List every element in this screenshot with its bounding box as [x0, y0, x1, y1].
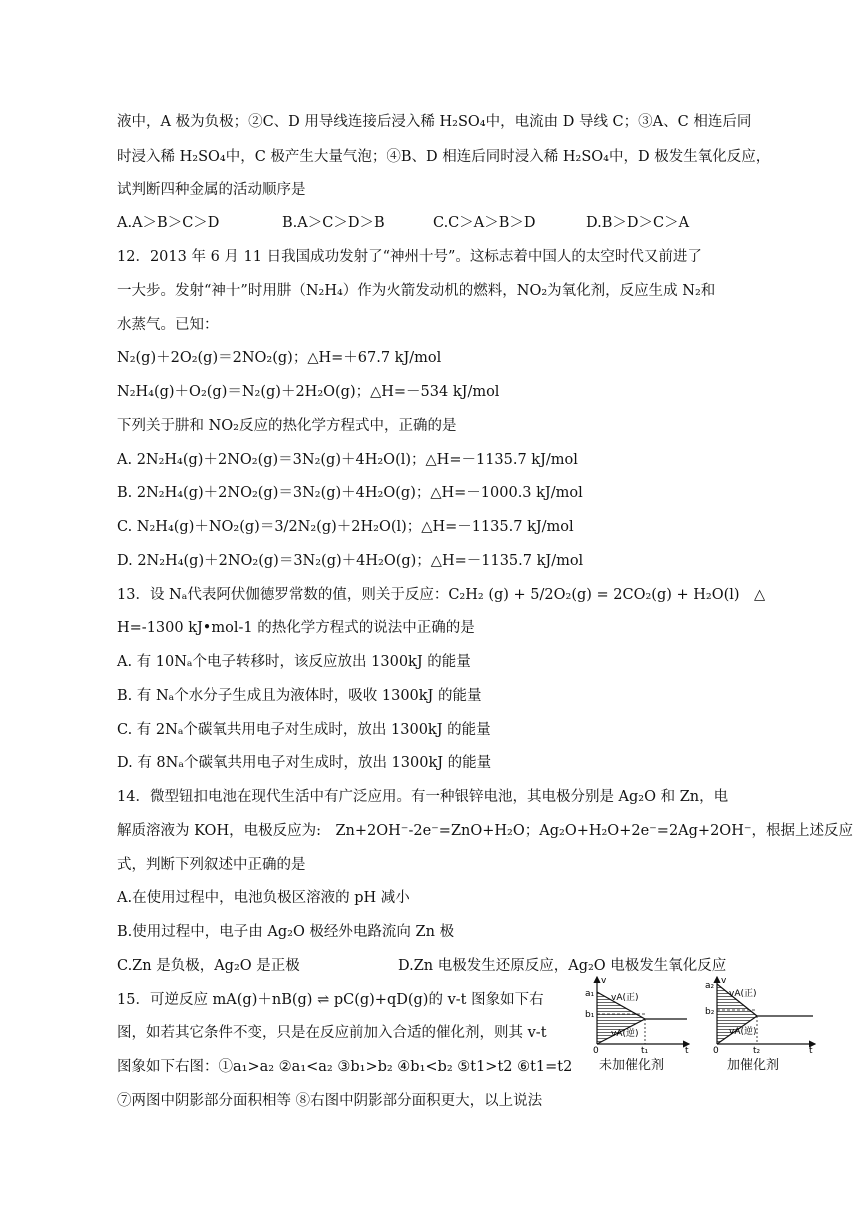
origin-label: 0: [713, 1046, 719, 1054]
q12-option-d: D. 2N₂H₄(g)＋2NO₂(g)＝3N₂(g)＋4H₂O(g)；△H=－1135.7 kJ/mol: [117, 553, 584, 569]
forward-label: vA(正): [611, 993, 639, 1003]
t-label: t₁: [641, 1046, 649, 1054]
caption-catalyst: 加催化剂: [727, 1058, 780, 1073]
q12-equation-2: N₂H₄(g)＋O₂(g)＝N₂(g)＋2H₂O(g)；△H=－534 kJ/mol: [117, 384, 500, 400]
q14-line3: 式，判断下列叙述中正确的是: [117, 857, 306, 873]
q12-line3: 水蒸气。已知：: [117, 317, 219, 333]
q12-stem: 下列关于肼和 NO₂反应的热化学方程式中，正确的是: [117, 418, 457, 434]
q14-option-d: D.Zn 电极发生还原反应，Ag₂O 电极发生氧化反应: [398, 958, 727, 974]
q11-option-b: B.A＞C＞D＞B: [282, 215, 385, 231]
vt-graph-no-catalyst: [585, 974, 695, 1054]
q11-line1: 液中，A 极为负极；②C、D 用导线连接后浸入稀 H₂SO₄中，电流由 D 导线 C；③A、C 相连后同: [117, 114, 752, 130]
reverse-label: vA(逆): [729, 1027, 757, 1037]
vt-graph-catalyst: [705, 974, 820, 1054]
forward-label: vA(正): [729, 989, 757, 999]
q11-line2: 时浸入稀 H₂SO₄中，C 极产生大量气泡；④B、D 相连后同时浸入稀 H₂SO₄中，D 极发生氧化反应，: [117, 149, 771, 165]
a-label: a₂: [705, 981, 715, 991]
q15-line1: 15．可逆反应 mA(g)＋nB(g) ⇌ pC(g)+qD(g)的 v-t 图象如下右: [117, 992, 544, 1008]
q14-option-c: C.Zn 是负极，Ag₂O 是正极: [117, 958, 300, 974]
q12-line1: 12．2013 年 6 月 11 日我国成功发射了“神州十号”。这标志着中国人的太空时代又前进了: [117, 249, 702, 265]
q15-line2: 图，如若其它条件不变，只是在反应前加入合适的催化剂，则其 v-t: [117, 1025, 547, 1041]
x-axis-label: t: [809, 1046, 813, 1054]
q13-line2: H=-1300 kJ•mol-1 的热化学方程式的说法中正确的是: [117, 620, 475, 636]
q12-line2: 一大步。发射“神十”时用肼（N₂H₄）作为火箭发动机的燃料，NO₂为氧化剂，反应生成 N₂和: [117, 283, 716, 299]
a-label: a₁: [585, 989, 595, 999]
q14-option-b: B.使用过程中，电子由 Ag₂O 极经外电路流向 Zn 极: [117, 924, 455, 940]
q14-line2: 解质溶液为 KOH，电极反应为: Zn+2OH⁻-2e⁻=ZnO+H₂O；Ag₂O+H₂O+2e⁻=2Ag+2OH⁻，根据上述反应: [117, 823, 853, 839]
reverse-label: vA(逆): [611, 1029, 639, 1039]
q11-option-c: C.C＞A＞B＞D: [433, 215, 536, 231]
q12-option-c: C. N₂H₄(g)＋NO₂(g)＝3/2N₂(g)＋2H₂O(l)；△H=－1135.7 kJ/mol: [117, 519, 574, 535]
y-axis-label: v: [721, 976, 727, 986]
q12-option-b: B. 2N₂H₄(g)＋2NO₂(g)＝3N₂(g)＋4H₂O(g)；△H=－1000.3 kJ/mol: [117, 485, 583, 501]
caption-no-catalyst: 未加催化剂: [599, 1058, 665, 1073]
q13-line1: 13．设 Nₐ代表阿伏伽德罗常数的值，则关于反应：C₂H₂ (g) + 5/2O₂(g) = 2CO₂(g) + H₂O(l) △: [117, 587, 766, 603]
q11-line3: 试判断四种金属的活动顺序是: [117, 182, 306, 198]
q11-option-a: A.A＞B＞C＞D: [117, 215, 220, 231]
q15-line3: 图象如下右图：①a₁>a₂ ②a₁<a₂ ③b₁>b₂ ④b₁<b₂ ⑤t1>t2 ⑥t1=t2: [117, 1059, 573, 1075]
q14-line1: 14．微型钮扣电池在现代生活中有广泛应用。有一种银锌电池，其电极分别是 Ag₂O 和 Zn，电: [117, 789, 729, 805]
b-label: b₂: [705, 1007, 715, 1017]
vt-graphs: [585, 974, 825, 1073]
q13-option-c: C. 有 2Nₐ个碳氧共用电子对生成时，放出 1300kJ 的能量: [117, 722, 491, 738]
q14-option-a: A.在使用过程中，电池负极区溶液的 pH 减小: [117, 890, 410, 906]
q15-line4: ⑦两图中阴影部分面积相等 ⑧右图中阴影部分面积更大，以上说法: [117, 1093, 543, 1109]
x-axis-label: t: [685, 1046, 689, 1054]
q12-option-a: A. 2N₂H₄(g)＋2NO₂(g)＝3N₂(g)＋4H₂O(l)；△H=－1135.7 kJ/mol: [117, 452, 578, 468]
q13-option-d: D. 有 8Nₐ个碳氧共用电子对生成时，放出 1300kJ 的能量: [117, 755, 492, 771]
b-label: b₁: [585, 1010, 595, 1020]
q12-equation-1: N₂(g)＋2O₂(g)＝2NO₂(g)；△H=＋67.7 kJ/mol: [117, 350, 442, 366]
origin-label: 0: [593, 1046, 599, 1054]
q13-option-b: B. 有 Nₐ个水分子生成且为液体时，吸收 1300kJ 的能量: [117, 688, 482, 704]
q11-option-d: D.B＞D＞C＞A: [586, 215, 690, 231]
q13-option-a: A. 有 10Nₐ个电子转移时，该反应放出 1300kJ 的能量: [117, 654, 471, 670]
y-axis-label: v: [601, 976, 607, 986]
t-label: t₂: [753, 1046, 761, 1054]
